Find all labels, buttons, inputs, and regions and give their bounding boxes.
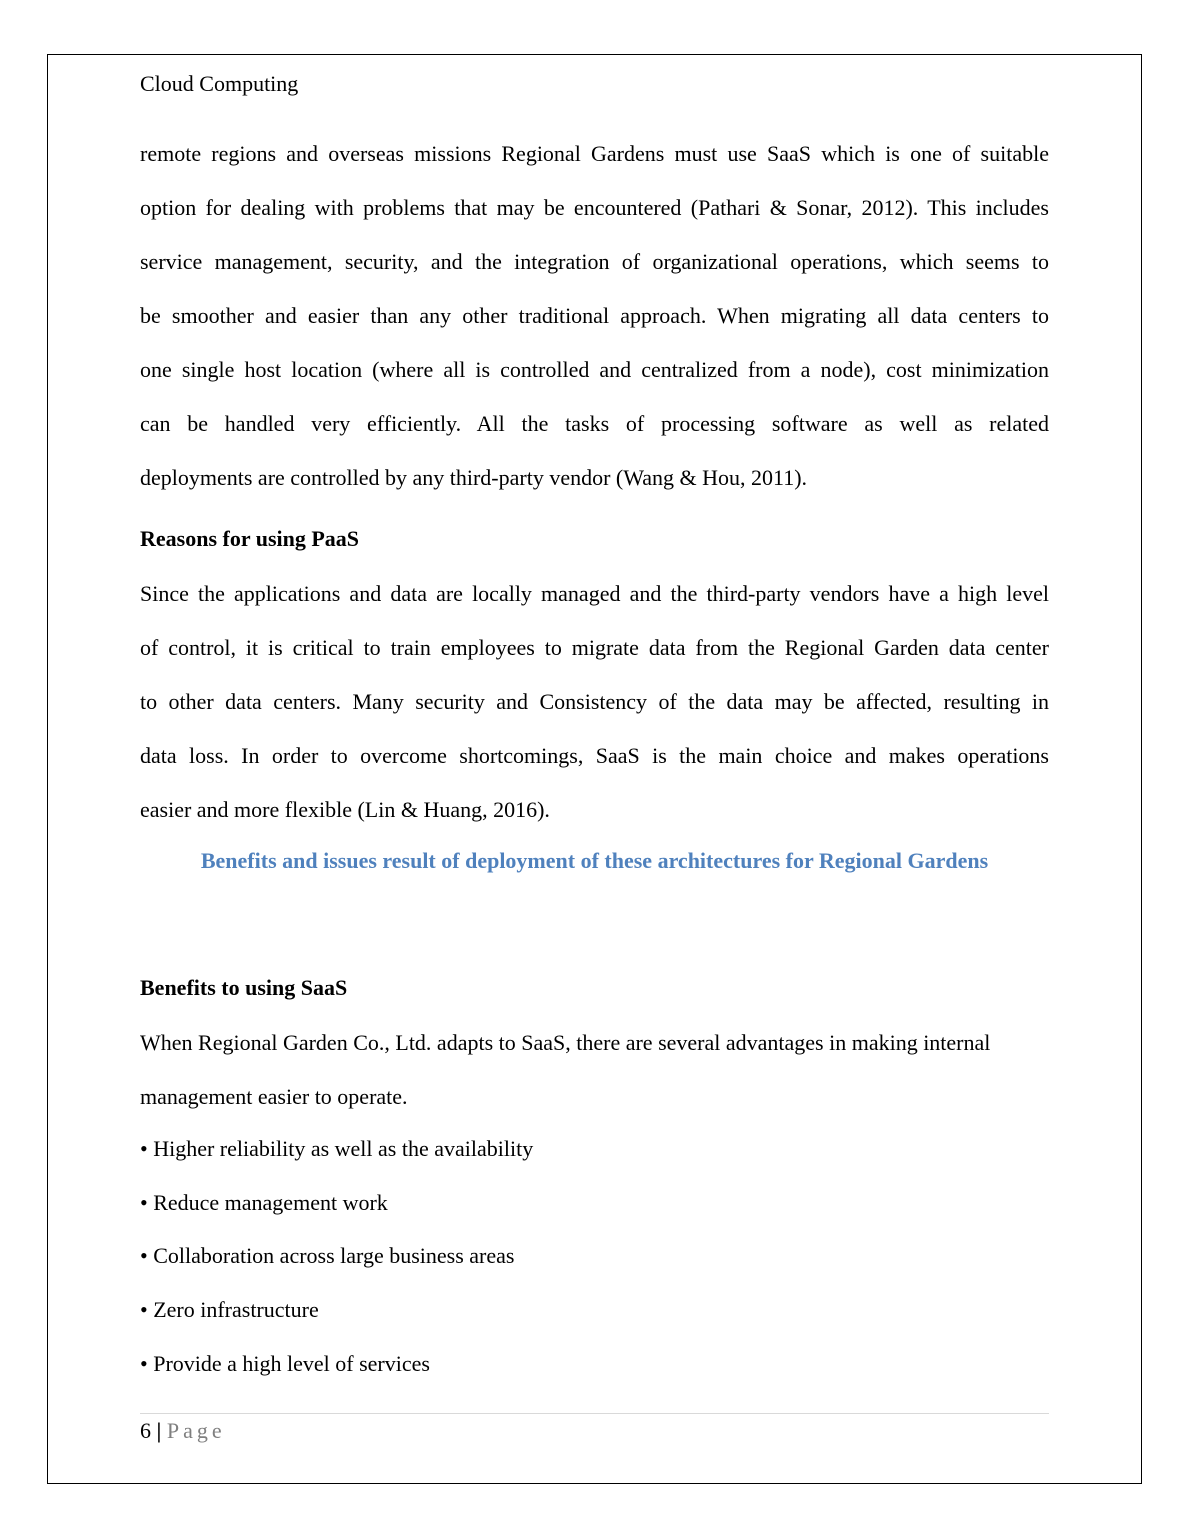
bullet-item: • Reduce management work [140,1190,388,1215]
paragraph-line: remote regions and overseas missions Regional Gardens must use SaaS which is one of suitable [140,141,1049,166]
footer-separator: | [156,1418,162,1443]
running-header: Cloud Computing [140,71,299,96]
paragraph-line: When Regional Garden Co., Ltd. adapts to SaaS, there are several advantages in making internal [140,1030,991,1055]
paragraph-line: of control, it is critical to train employees to migrate data from the Regional Garden data center [140,635,1049,660]
paragraph-line: be smoother and easier than any other traditional approach. When migrating all data centers to [140,303,1049,328]
paragraph-line: management easier to operate. [140,1084,408,1109]
section-heading: Benefits and issues result of deployment of these architectures for Regional Gardens [200,848,989,873]
paragraph-line: one single host location (where all is controlled and centralized from a node), cost minimization [140,357,1049,382]
paragraph-line: data loss. In order to overcome shortcomings, SaaS is the main choice and makes operations [140,743,1049,768]
paas-heading-wrap [140,526,1049,552]
paragraph-line: option for dealing with problems that may be encountered (Pathari & Sonar, 2012). This includes [140,195,1049,220]
page-label: Page [166,1418,226,1443]
saas-intro-paragraph [140,1016,1049,1124]
bullet-item: • Collaboration across large business areas [140,1243,515,1268]
paas-heading: Reasons for using PaaS [140,526,360,551]
paragraph-line: service management, security, and the integration of organizational operations, which seems to [140,249,1049,274]
paragraph-line: deployments are controlled by any third-party vendor (Wang & Hou, 2011). [140,465,808,490]
saas-heading-wrap [140,975,1049,1001]
paas-paragraph [140,567,1049,837]
saas-heading: Benefits to using SaaS [140,975,348,1000]
bullet-item: • Higher reliability as well as the availability [140,1136,534,1161]
bullet-item: • Provide a high level of services [140,1351,430,1376]
paragraph-line: easier and more flexible (Lin & Huang, 2016). [140,797,550,822]
footer-divider [140,1413,1049,1414]
page-number: 6 [140,1418,151,1443]
page-footer [140,1417,226,1445]
intro-paragraph [140,127,1049,505]
paragraph-line: Since the applications and data are locally managed and the third-party vendors have a high level [140,581,1049,606]
bullet-item: • Zero infrastructure [140,1297,319,1322]
paragraph-line: can be handled very efficiently. All the tasks of processing software as well as related [140,411,1049,436]
paragraph-line: to other data centers. Many security and Consistency of the data may be affected, resulting in [140,689,1049,714]
